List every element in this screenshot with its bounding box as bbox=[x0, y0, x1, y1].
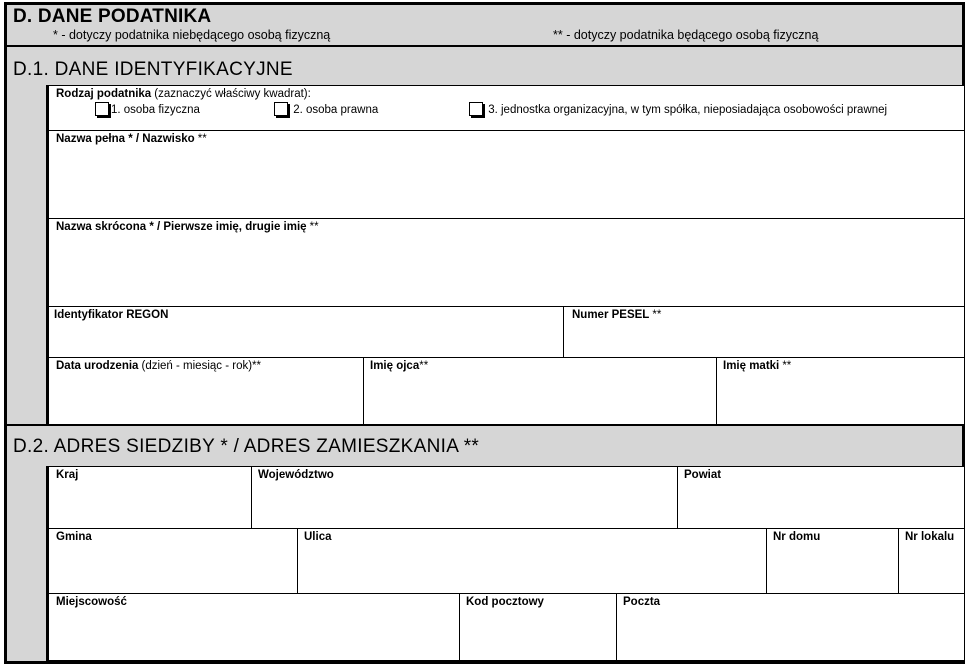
birth-date-field[interactable] bbox=[46, 357, 364, 425]
house-number-field[interactable] bbox=[766, 528, 899, 594]
note-legal-entity: * - dotyczy podatnika niebędącego osobą fizyczną bbox=[53, 28, 331, 42]
street-label: Ulica bbox=[304, 531, 332, 543]
voivodeship-label: Województwo bbox=[258, 469, 334, 481]
full-name-label: Nazwa pełna * / Nazwisko bbox=[56, 133, 195, 145]
house-number-label: Nr domu bbox=[773, 531, 821, 543]
option-legal-person[interactable] bbox=[274, 102, 378, 116]
option-natural-person-label: 1. osoba fizyczna bbox=[111, 104, 200, 116]
taxpayer-type-hint: (zaznaczyć właściwy kwadrat): bbox=[154, 88, 311, 100]
checkbox-icon[interactable] bbox=[469, 102, 483, 116]
pesel-suffix: ** bbox=[652, 309, 662, 321]
county-field[interactable] bbox=[677, 466, 965, 529]
pesel-field[interactable] bbox=[563, 306, 965, 358]
street-field[interactable] bbox=[297, 528, 767, 594]
flat-number-field[interactable] bbox=[898, 528, 965, 594]
option-organizational-unit-label: 3. jednostka organizacyjna, w tym spółka, nieposiadająca osobowości prawnej bbox=[488, 104, 888, 116]
mother-name-suffix: ** bbox=[782, 360, 792, 372]
taxpayer-type-row bbox=[46, 85, 965, 131]
flat-number-label: Nr lokalu bbox=[905, 531, 955, 543]
regon-label: Identyfikator REGON bbox=[54, 309, 169, 321]
section-d2-title: D.2. ADRES SIEDZIBY * / ADRES ZAMIESZKANIA ** bbox=[13, 436, 480, 457]
taxpayer-data-form bbox=[4, 2, 965, 664]
checkbox-icon[interactable] bbox=[95, 102, 109, 116]
commune-label: Gmina bbox=[56, 531, 92, 543]
section-d1-title: D.1. DANE IDENTYFIKACYJNE bbox=[13, 59, 293, 80]
birth-date-label: Data urodzenia bbox=[56, 360, 139, 372]
note-natural-person: ** - dotyczy podatnika będącego osobą fizyczną bbox=[553, 28, 819, 42]
short-name-field[interactable] bbox=[46, 218, 965, 307]
locality-label: Miejscowość bbox=[56, 596, 127, 608]
post-office-label: Poczta bbox=[623, 596, 661, 608]
postal-code-label: Kod pocztowy bbox=[466, 596, 544, 608]
regon-field[interactable] bbox=[46, 306, 564, 358]
mother-name-label: Imię matki bbox=[723, 360, 780, 372]
pesel-label: Numer PESEL bbox=[572, 309, 650, 321]
checkbox-icon[interactable] bbox=[274, 102, 288, 116]
divider bbox=[7, 45, 962, 47]
commune-field[interactable] bbox=[46, 528, 298, 594]
section-d-title: D. DANE PODATNIKA bbox=[13, 6, 212, 27]
mother-name-field[interactable] bbox=[716, 357, 965, 425]
full-name-suffix: ** bbox=[197, 133, 207, 145]
short-name-label: Nazwa skrócona * / Pierwsze imię, drugie imię bbox=[56, 221, 307, 233]
post-office-field[interactable] bbox=[616, 593, 965, 661]
father-name-suffix: ** bbox=[419, 360, 429, 372]
divider bbox=[7, 424, 962, 426]
country-field[interactable] bbox=[46, 466, 252, 529]
option-natural-person[interactable] bbox=[95, 102, 200, 116]
postal-code-field[interactable] bbox=[459, 593, 617, 661]
locality-field[interactable] bbox=[46, 593, 460, 661]
father-name-label: Imię ojca bbox=[370, 360, 420, 372]
county-label: Powiat bbox=[684, 469, 722, 481]
voivodeship-field[interactable] bbox=[251, 466, 678, 529]
full-name-field[interactable] bbox=[46, 130, 965, 219]
option-legal-person-label: 2. osoba prawna bbox=[293, 104, 379, 116]
father-name-field[interactable] bbox=[363, 357, 717, 425]
taxpayer-type-label: Rodzaj podatnika bbox=[56, 88, 152, 100]
option-organizational-unit[interactable] bbox=[469, 102, 887, 116]
country-label: Kraj bbox=[56, 469, 79, 481]
birth-date-hint: (dzień - miesiąc - rok)** bbox=[141, 360, 261, 372]
short-name-suffix: ** bbox=[309, 221, 319, 233]
